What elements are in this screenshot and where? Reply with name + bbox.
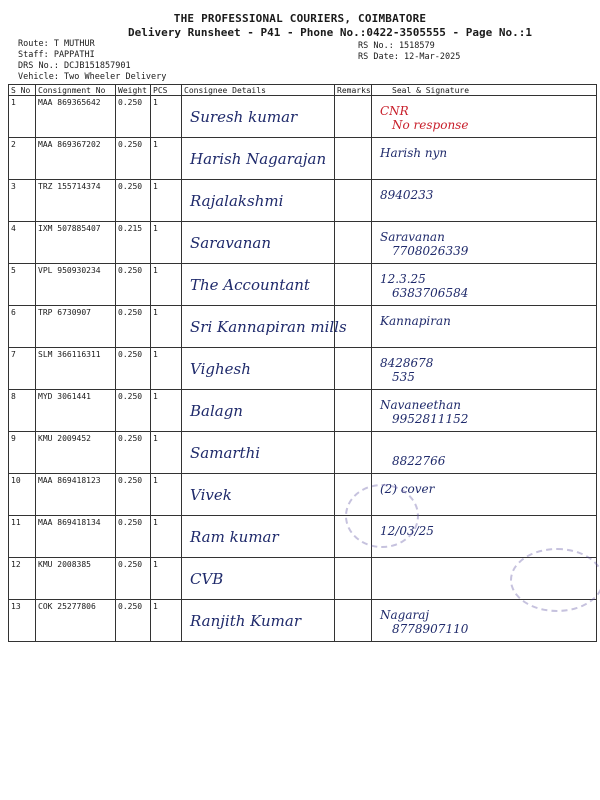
consignment-number-cell: MAA 869367202 <box>36 138 116 180</box>
runsheet-table <box>8 84 597 642</box>
seal-signature-cell <box>372 432 597 474</box>
signature-note-handwriting: 9952811152 <box>392 412 469 426</box>
serial-number-cell: 13 <box>9 600 36 642</box>
weight-cell: 0.215 <box>116 222 151 264</box>
rs-date-label: RS Date: 12-Mar-2025 <box>358 52 461 62</box>
table-row <box>9 222 597 264</box>
drs-label: DRS No.: DCJB151857901 <box>18 61 131 71</box>
pieces-cell: 1 <box>151 390 182 432</box>
consignment-number-cell: COK 25277806 <box>36 600 116 642</box>
weight-cell: 0.250 <box>116 306 151 348</box>
seal-signature-cell <box>372 96 597 138</box>
seal-signature-cell <box>372 348 597 390</box>
consignee-details-cell <box>182 306 347 348</box>
serial-number-cell: 6 <box>9 306 36 348</box>
remarks-cell <box>335 600 372 642</box>
weight-cell: 0.250 <box>116 180 151 222</box>
weight-cell: 0.250 <box>116 96 151 138</box>
consignment-number-cell: MAA 869365642 <box>36 96 116 138</box>
consignee-handwriting: Sri Kannapiran mills <box>190 318 347 336</box>
consignee-handwriting: CVB <box>190 570 224 588</box>
consignee-handwriting: Vivek <box>190 486 232 504</box>
pieces-cell: 1 <box>151 138 182 180</box>
signature-note-handwriting: 535 <box>392 370 415 384</box>
consignment-number-cell: MAA 869418123 <box>36 474 116 516</box>
signature-note-handwriting: 8778907110 <box>392 622 469 636</box>
signature-handwriting: 12/03/25 <box>380 524 434 538</box>
serial-number-cell: 9 <box>9 432 36 474</box>
weight-cell: 0.250 <box>116 264 151 306</box>
column-header: Seal & Signature <box>372 85 597 96</box>
consignee-handwriting: Suresh kumar <box>190 108 298 126</box>
pieces-cell: 1 <box>151 474 182 516</box>
consignee-handwriting: Vighesh <box>190 360 251 378</box>
table-row <box>9 138 597 180</box>
signature-handwriting: Navaneethan <box>380 398 461 412</box>
pieces-cell: 1 <box>151 348 182 390</box>
consignment-number-cell: MYD 3061441 <box>36 390 116 432</box>
remarks-cell <box>335 138 372 180</box>
signature-handwriting: CNR <box>380 104 409 118</box>
route-label: Route: T MUTHUR <box>18 39 95 49</box>
consignee-details-cell <box>182 96 335 138</box>
seal-signature-cell <box>372 180 597 222</box>
signature-handwriting: Kannapiran <box>380 314 451 328</box>
pieces-cell: 1 <box>151 600 182 642</box>
consignment-number-cell: KMU 2008385 <box>36 558 116 600</box>
consignee-details-cell <box>182 348 335 390</box>
consignee-handwriting: Ranjith Kumar <box>190 612 302 630</box>
remarks-cell <box>335 432 372 474</box>
signature-handwriting: 8428678 <box>380 356 434 370</box>
consignee-details-cell <box>182 138 335 180</box>
weight-cell: 0.250 <box>116 600 151 642</box>
consignee-details-cell <box>182 558 335 600</box>
seal-signature-cell <box>372 390 597 432</box>
serial-number-cell: 2 <box>9 138 36 180</box>
remarks-cell <box>335 306 372 348</box>
signature-note-handwriting: No response <box>392 118 469 132</box>
consignment-number-cell: IXM 507885407 <box>36 222 116 264</box>
consignee-handwriting: Rajalakshmi <box>190 192 284 210</box>
weight-cell: 0.250 <box>116 348 151 390</box>
consignee-handwriting: Saravanan <box>190 234 272 252</box>
serial-number-cell: 5 <box>9 264 36 306</box>
column-header: Weight <box>116 85 151 96</box>
serial-number-cell: 3 <box>9 180 36 222</box>
consignment-number-cell: SLM 366116311 <box>36 348 116 390</box>
consignee-details-cell <box>182 180 335 222</box>
pieces-cell: 1 <box>151 222 182 264</box>
signature-note-handwriting: 7708026339 <box>392 244 469 258</box>
consignee-details-cell <box>182 516 335 558</box>
seal-signature-cell <box>372 222 597 264</box>
table-row <box>9 390 597 432</box>
signature-handwriting: (2) cover <box>380 482 435 496</box>
signature-handwriting: Saravanan <box>380 230 445 244</box>
document-title: THE PROFESSIONAL COURIERS, COIMBATORE <box>173 12 427 25</box>
pieces-cell: 1 <box>151 432 182 474</box>
document-subtitle: Delivery Runsheet - P41 - Phone No.:0422-3505555 - Page No.:1 <box>128 26 532 39</box>
rs-number-label: RS No.: 1518579 <box>358 41 435 51</box>
consignee-handwriting: Ram kumar <box>190 528 279 546</box>
remarks-cell <box>335 390 372 432</box>
weight-cell: 0.250 <box>116 558 151 600</box>
serial-number-cell: 4 <box>9 222 36 264</box>
seal-signature-cell <box>372 264 597 306</box>
courier-seal-stamp <box>510 548 600 612</box>
consignee-handwriting: Samarthi <box>190 444 261 462</box>
consignee-handwriting: Harish Nagarajan <box>190 150 327 168</box>
serial-number-cell: 11 <box>9 516 36 558</box>
weight-cell: 0.250 <box>116 390 151 432</box>
table-row <box>9 474 597 516</box>
remarks-cell <box>335 180 372 222</box>
signature-note-handwriting: 6383706584 <box>392 286 469 300</box>
serial-number-cell: 7 <box>9 348 36 390</box>
signature-handwriting: Harish nyn <box>380 146 448 160</box>
signature-handwriting: 12.3.25 <box>380 272 426 286</box>
column-header: S No <box>9 85 36 96</box>
table-row <box>9 180 597 222</box>
remarks-cell <box>335 558 372 600</box>
consignment-number-cell: TRP 6730907 <box>36 306 116 348</box>
remarks-cell <box>335 264 372 306</box>
table-row <box>9 264 597 306</box>
signature-handwriting: 8940233 <box>380 188 434 202</box>
consignee-handwriting: Balagn <box>190 402 243 420</box>
staff-label: Staff: PAPPATHI <box>18 50 95 60</box>
remarks-cell <box>335 96 372 138</box>
consignee-details-cell <box>182 222 335 264</box>
serial-number-cell: 12 <box>9 558 36 600</box>
pieces-cell: 1 <box>151 96 182 138</box>
weight-cell: 0.250 <box>116 516 151 558</box>
pieces-cell: 1 <box>151 306 182 348</box>
consignment-number-cell: KMU 2009452 <box>36 432 116 474</box>
consignee-details-cell <box>182 432 335 474</box>
weight-cell: 0.250 <box>116 432 151 474</box>
table-row <box>9 558 597 600</box>
weight-cell: 0.250 <box>116 138 151 180</box>
table-row <box>9 600 597 642</box>
consignee-details-cell <box>182 474 335 516</box>
signature-note-handwriting: 8822766 <box>392 454 446 468</box>
table-row <box>9 306 597 348</box>
weight-cell: 0.250 <box>116 474 151 516</box>
table-row <box>9 432 597 474</box>
column-header: PCS <box>151 85 182 96</box>
pieces-cell: 1 <box>151 516 182 558</box>
consignment-number-cell: TRZ 155714374 <box>36 180 116 222</box>
column-header: Remarks <box>335 85 372 96</box>
pieces-cell: 1 <box>151 264 182 306</box>
seal-signature-cell <box>372 138 597 180</box>
consignee-details-cell <box>182 600 335 642</box>
serial-number-cell: 8 <box>9 390 36 432</box>
pieces-cell: 1 <box>151 180 182 222</box>
seal-signature-cell <box>372 306 597 348</box>
signature-handwriting: Nagaraj <box>380 608 430 622</box>
consignment-number-cell: VPL 950930234 <box>36 264 116 306</box>
table-row <box>9 348 597 390</box>
column-header: Consignment No <box>36 85 116 96</box>
vehicle-label: Vehicle: Two Wheeler Delivery <box>18 72 167 82</box>
consignee-handwriting: The Accountant <box>190 276 310 294</box>
table-row <box>9 516 597 558</box>
table-row <box>9 96 597 138</box>
serial-number-cell: 10 <box>9 474 36 516</box>
consignee-details-cell <box>182 390 335 432</box>
consignee-details-cell <box>182 264 335 306</box>
table-header-row <box>9 85 597 96</box>
pieces-cell: 1 <box>151 558 182 600</box>
remarks-cell <box>335 222 372 264</box>
column-header: Consignee Details <box>182 85 335 96</box>
courier-seal-stamp <box>345 484 419 548</box>
remarks-cell <box>335 348 372 390</box>
consignment-number-cell: MAA 869418134 <box>36 516 116 558</box>
serial-number-cell: 1 <box>9 96 36 138</box>
